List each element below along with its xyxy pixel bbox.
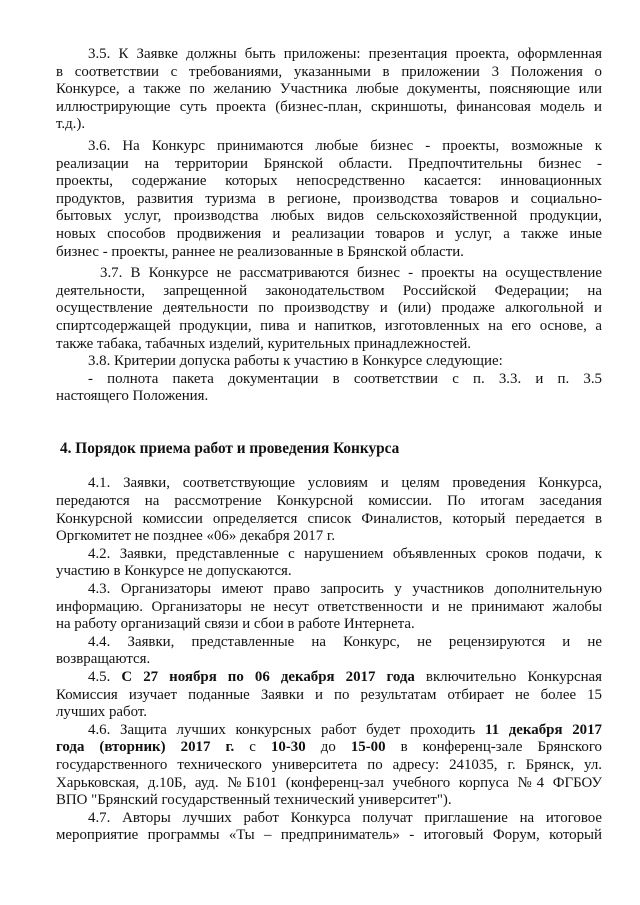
text-line: ВПО "Брянский государственный технический университет").	[56, 792, 452, 809]
date-bold: 11 декабря 2017	[485, 721, 602, 738]
text-line: бизнес - проекты, раннее не реализованные в Брянской области.	[56, 243, 464, 260]
paragraph-3-5	[56, 46, 602, 134]
date-range-bold: С 27 ноября по 06 декабря 2017 года	[121, 669, 415, 685]
text-line: 4.2. Заявки, представленные с нарушением объявленных сроков подачи, к	[88, 545, 602, 562]
text-line: информацию. Организаторы не несут ответственности и не принимают жалобы	[56, 598, 602, 615]
text-line: 4.3. Организаторы имеют право запросить у участников дополнительную	[88, 581, 602, 598]
paragraph-4-7	[56, 810, 602, 845]
text-line: передаются на рассмотрение Конкурсной комиссии. По итогам заседания	[56, 493, 602, 510]
text-line	[56, 722, 602, 740]
text-line: 4.7. Авторы лучших работ Конкурса получат приглашение на итоговое	[88, 809, 602, 826]
text-line: Оргкомитет не позднее «06» декабря 2017 г.	[56, 528, 336, 545]
text-line: иллюстрирующие суть проекта (бизнес-план, скриншоты, финансовая модель и	[56, 98, 602, 115]
text-line: 3.5. К Заявке должны быть приложены: презентация проекта, оформленная	[88, 46, 602, 62]
bullet-line: - полнота пакета документации в соответствии с п. 3.3. и п. 3.5	[88, 370, 602, 387]
text-line: Конкурсе, а также по желанию Участника любые документы, поясняющие или	[56, 81, 602, 98]
text-line: мероприятие программы «Ты – предприниматель» - итоговый Форум, который	[56, 827, 602, 844]
paragraph-3-7	[56, 265, 602, 353]
text-line: на работу организаций связи и сбои в работе Интернета.	[56, 616, 415, 633]
text-line: государственного технического университета по адресу: 241035, г. Брянск, ул.	[56, 756, 602, 773]
text-line: деятельности, запрещенной законодательством Российской Федерации; на	[56, 282, 602, 299]
text-line: возвращаются.	[56, 651, 151, 668]
text-line: 3.6. На Конкурс принимаются любые бизнес - проекты, возможные к	[88, 137, 602, 154]
time-bold: 10-30	[270, 739, 306, 756]
text-line: проекты, содержание которых непосредственно касается: инновационных	[56, 173, 602, 190]
text-line: спиртсодержащей продукции, пива и напитков, изготовленных на его основе, а	[56, 317, 602, 334]
text-line: осуществление деятельности по производству и (или) продаже алкогольной и	[56, 300, 602, 317]
text-run: 4.5.	[88, 669, 122, 685]
text-line: реализации на территории Брянской области. Предпочтительны бизнес -	[56, 155, 602, 172]
text-line: 4.4. Заявки, представленные на Конкурс, не рецензируются и не	[88, 633, 602, 650]
text-line: 3.8. Критерии допуска работы к участию в Конкурсе следующие:	[88, 353, 503, 370]
text-line: Конкурсной комиссии определяется список Финалистов, который передается в	[56, 510, 602, 527]
section-heading: 4. Порядок приема работ и проведения Конкурса	[60, 439, 400, 457]
text-line: 3.7. В Конкурсе не рассматриваются бизнес - проекты на осуществление	[100, 265, 602, 282]
text-run: в конференц-зале Брянского	[385, 739, 602, 756]
text-run: включительно Конкурсная	[414, 669, 602, 685]
paragraph-4-2	[56, 546, 602, 581]
paragraph-4-6	[56, 722, 602, 810]
paragraph-3-6	[56, 138, 602, 261]
date-bold: года (вторник) 2017 г.	[56, 739, 235, 756]
text-line	[56, 669, 602, 687]
time-bold: 15-00	[350, 739, 386, 756]
text-line: лучших работ.	[56, 704, 147, 721]
text-line: бытовых услуг, производства любых видов сельскохозяйственной продукции,	[56, 208, 602, 225]
paragraph-4-5	[56, 669, 602, 722]
text-line: т.д.).	[56, 116, 86, 133]
paragraph-4-3	[56, 581, 602, 634]
text-line: настоящего Положения.	[56, 388, 209, 405]
text-line: также табака, табачных изделий, курительных принадлежностей.	[56, 335, 472, 352]
text-line: 4.1. Заявки, соответствующие условиям и целям проведения Конкурса,	[88, 475, 602, 492]
text-line	[56, 739, 602, 757]
paragraph-4-4	[56, 634, 602, 669]
text-line: Комиссия изучает поданные Заявки и по результатам отбирает не более 15	[56, 686, 602, 703]
text-run: до	[305, 739, 351, 756]
text-line: новых способов продвижения и реализации товаров и услуг, а также иные	[56, 225, 602, 242]
text-line: в соответствии с требованиями, указанными в приложении 3 Положения о	[56, 63, 602, 80]
paragraph-4-1	[56, 475, 602, 545]
paragraph-3-8	[56, 353, 602, 406]
text-line: продуктов, развития туризма в регионе, производства товаров и социально-	[56, 190, 602, 207]
text-line: Харьковская, д.10Б, ауд. №Б101 (конференц-зал учебного корпуса №4 ФГБОУ	[56, 774, 602, 791]
text-line: участию в Конкурсе не допускаются.	[56, 563, 292, 580]
text-run: с	[234, 739, 271, 756]
text-run: 4.6. Защита лучших конкурсных работ будет проходить	[88, 721, 485, 738]
